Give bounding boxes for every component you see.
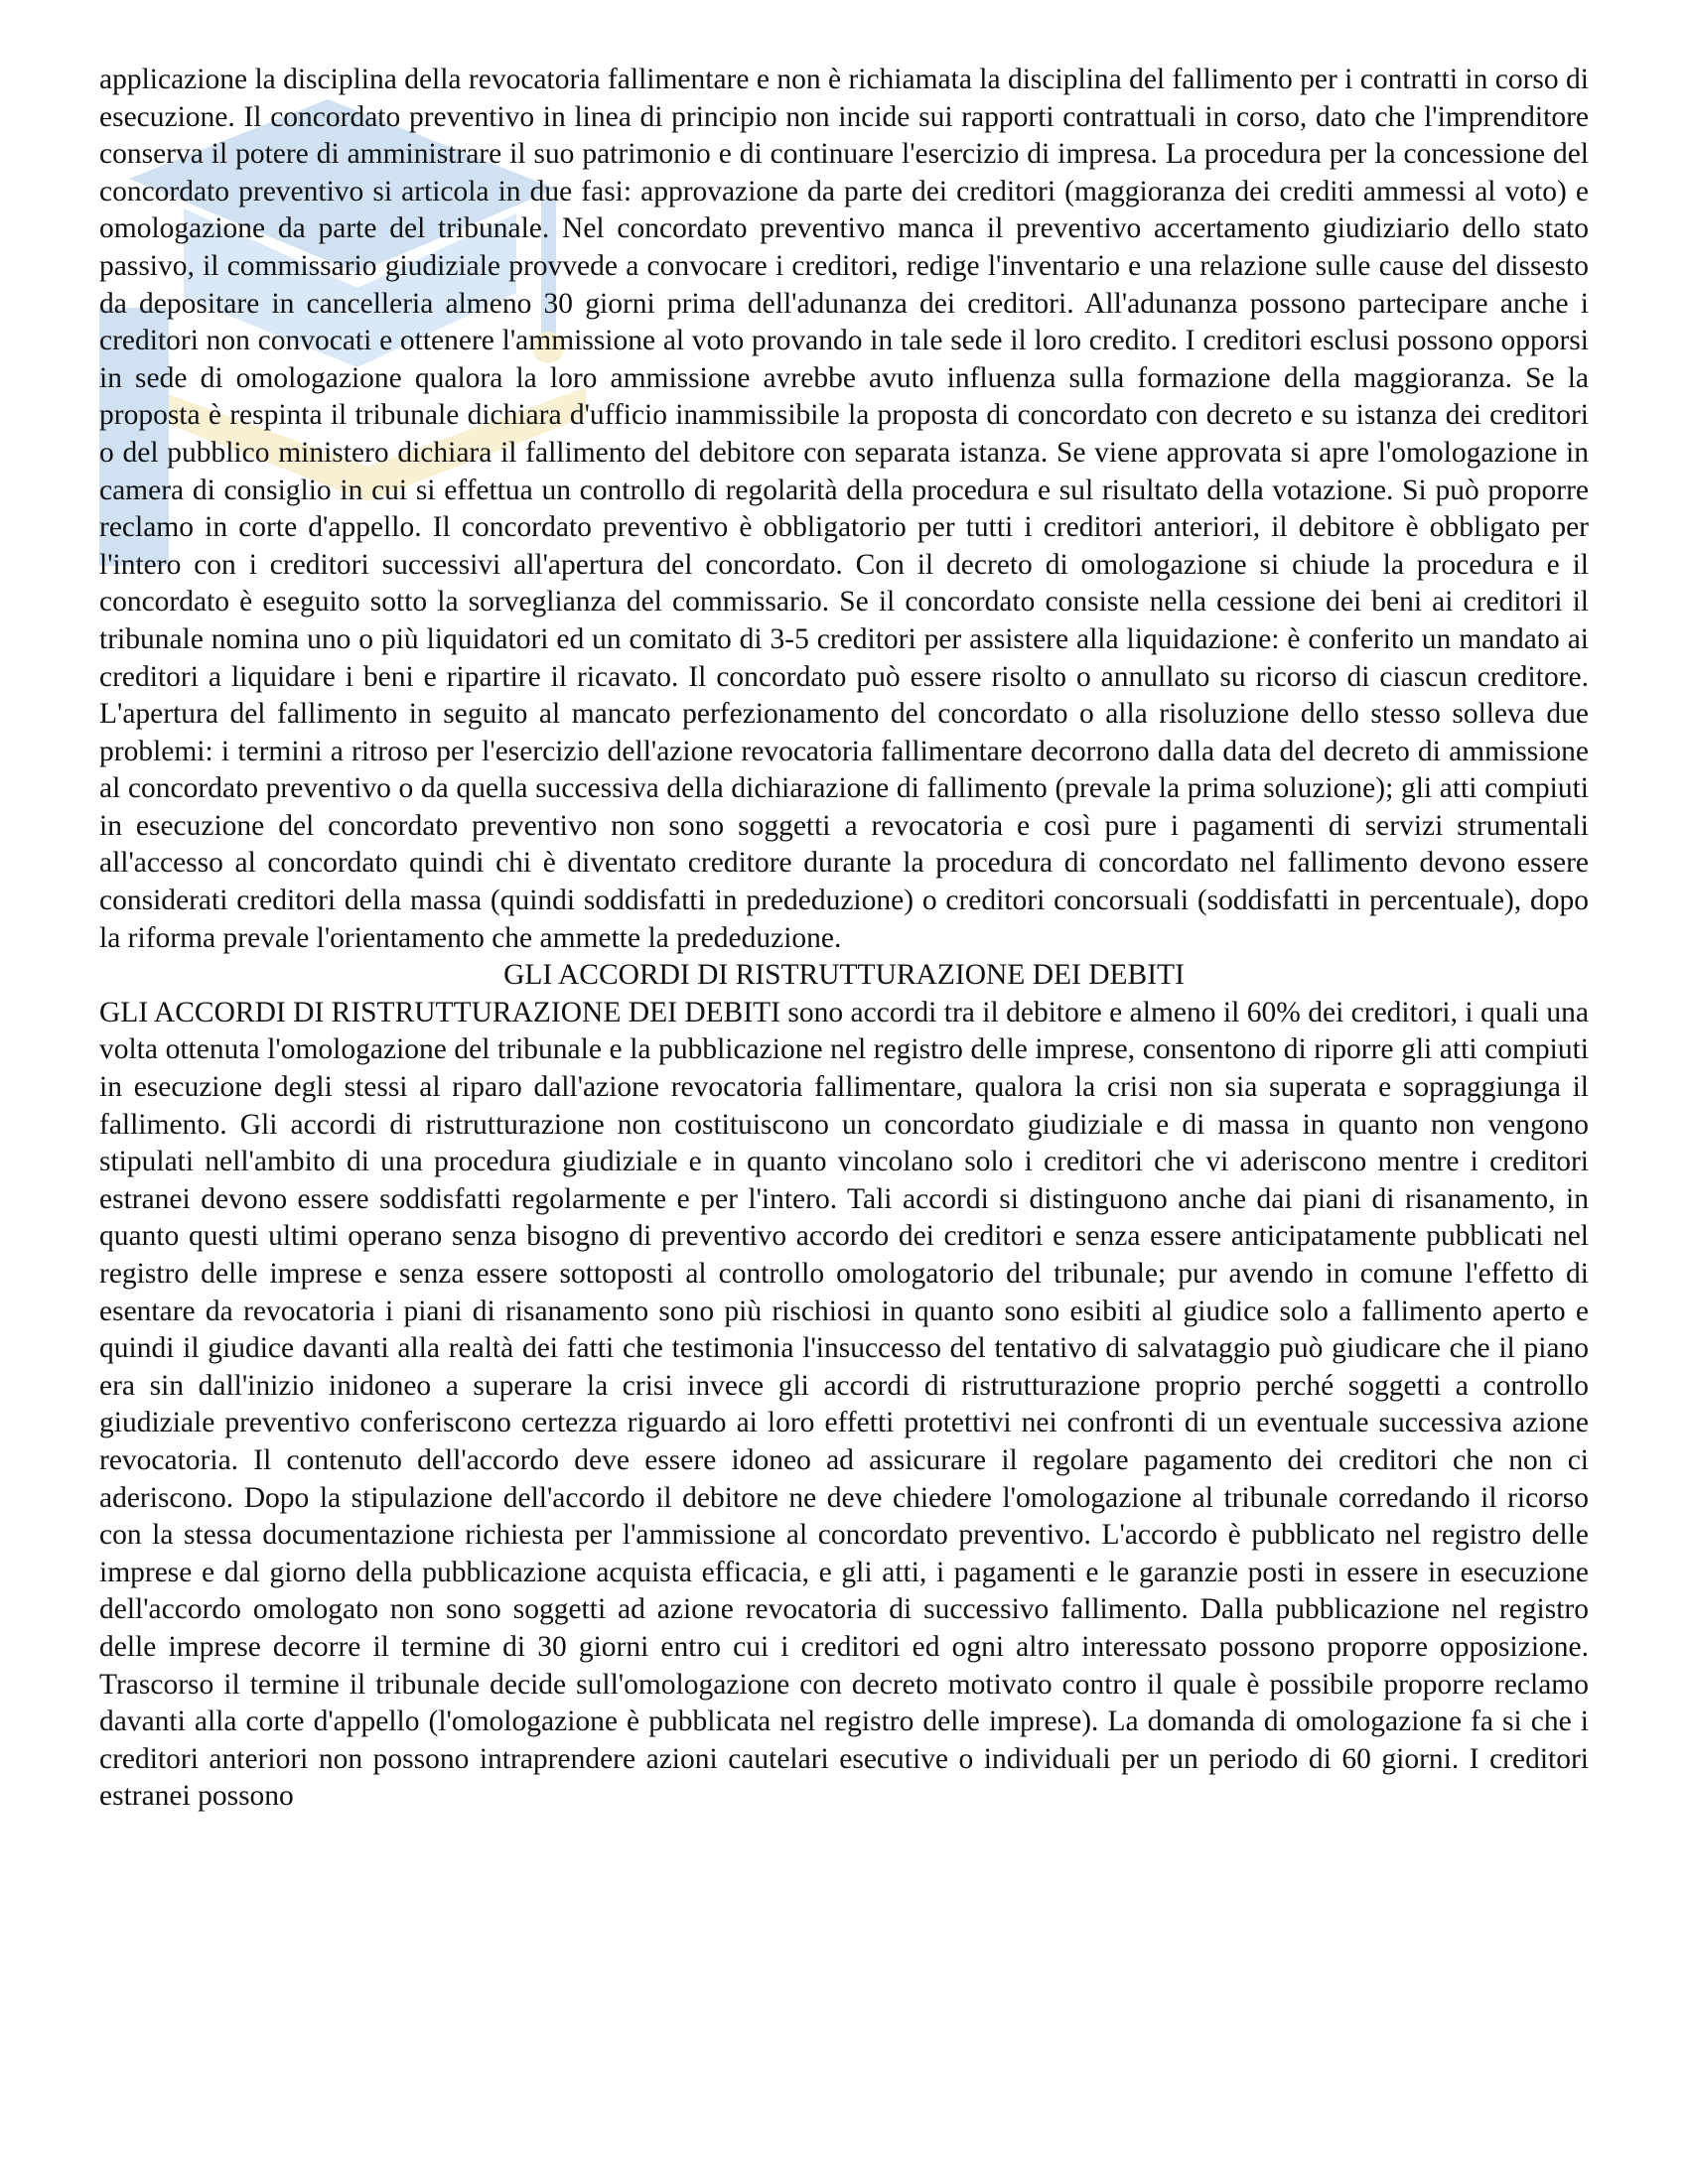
body-paragraph-concordato: applicazione la disciplina della revocatoria fallimentare e non è richiamata la disciplina del fallimento per i contratti in corso di esecuzione. Il concordato preventivo in linea di principio non incide sui rapporti contrattuali in corso, dato che l'imprenditore conserva il potere di amministrare il suo patrimonio e di continuare l'esercizio di impresa. La procedura per la concessione del concordato preventivo si articola in due fasi: approvazione da parte dei creditori (maggioranza dei crediti ammessi al voto) e omologazione da parte del tribunale. Nel concordato preventivo manca il preventivo accertamento giudiziario dello stato passivo, il commissario giudiziale provvede a convocare i creditori, redige l'inventario e una relazione sulle cause del dissesto da depositare in cancelleria almeno 30 giorni prima dell'adunanza dei creditori. All'adunanza possono partecipare anche i creditori non convocati e ottenere l'ammissione al voto provando in tale sede il loro credito. I creditori esclusi possono opporsi in sede di omologazione qualora la loro ammissione avrebbe avuto influenza sulla formazione della maggioranza. Se la proposta è respinta il tribunale dichiara d'ufficio inammissibile la proposta di concordato con decreto e su istanza dei creditori o del pubblico ministero dichiara il fallimento del debitore con separata istanza. Se viene approvata si apre l'omologazione in camera di consiglio in cui si effettua un controllo di regolarità della procedura e sul risultato della votazione. Si può proporre reclamo in corte d'appello. Il concordato preventivo è obbligatorio per tutti i creditori anteriori, il debitore è obbligato per l'intero con i creditori successivi all'apertura del concordato. Con il decreto di omologazione si chiude la procedura e il concordato è eseguito sotto la sorveglianza del commissario. Se il concordato consiste nella cessione dei beni ai creditori il tribunale nomina uno o più liquidatori ed un comitato di 3-5 creditori per assistere alla liquidazione: è conferito un mandato ai creditori a liquidare i beni e ripartire il ricavato. Il concordato può essere risolto o annullato su ricorso di ciascun creditore. L'apertura del fallimento in seguito al mancato perfezionamento del concordato o alla risoluzione dello stesso solleva due problemi: i termini a ritroso per l'esercizio dell'azione revocatoria fallimentare decorrono dalla data del decreto di ammissione al concordato preventivo o da quella successiva della dichiarazione di fallimento (prevale la prima soluzione); gli atti compiuti in esecuzione del concordato preventivo non sono soggetti a revocatoria e così pure i pagamenti di servizi strumentali all'accesso al concordato quindi chi è diventato creditore durante la procedura di concordato nel fallimento devono essere considerati creditori della massa (quindi soddisfatti in prededuzione) o creditori concorsuali (soddisfatti in percentuale), dopo la riforma prevale l'orientamento che ammette la prededuzione. xyxy=(99,64,1589,954)
section-heading: GLI ACCORDI DI RISTRUTTURAZIONE DEI DEBITI xyxy=(503,959,1185,992)
document-body xyxy=(99,62,1589,1816)
body-paragraph-accordi: GLI ACCORDI DI RISTRUTTURAZIONE DEI DEBITI sono accordi tra il debitore e almeno il 60% dei creditori, i quali una volta ottenuta l'omologazione del tribunale e la pubblicazione nel registro delle imprese, consentono di riporre gli atti compiuti in esecuzione degli stessi al riparo dall'azione revocatoria fallimentare, qualora la crisi non sia superata e sopraggiunga il fallimento. Gli accordi di ristrutturazione non costituiscono un concordato giudiziale e di massa in quanto non vengono stipulati nell'ambito di una procedura giudiziale e in quanto vincolano solo i creditori che vi aderiscono mentre i creditori estranei devono essere soddisfatti regolarmente e per l'intero. Tali accordi si distinguono anche dai piani di risanamento, in quanto questi ultimi operano senza bisogno di preventivo accordo dei creditori e senza essere anticipatamente pubblicati nel registro delle imprese e senza essere sottoposti al controllo omologatorio del tribunale; pur avendo in comune l'effetto di esentare da revocatoria i piani di risanamento sono più rischiosi in quanto sono esibiti al giudice solo a fallimento aperto e quindi il giudice davanti alla realtà dei fatti che testimonia l'insuccesso del tentativo di salvataggio può giudicare che il piano era sin dall'inizio inidoneo a superare la crisi invece gli accordi di ristrutturazione proprio perché soggetti a controllo giudiziale preventivo conferiscono certezza riguardo ai loro effetti protettivi nei confronti di un eventuale successiva azione revocatoria. Il contenuto dell'accordo deve essere idoneo ad assicurare il regolare pagamento dei creditori che non ci aderiscono. Dopo la stipulazione dell'accordo il debitore ne deve chiedere l'omologazione al tribunale corredando il ricorso con la stessa documentazione richiesta per l'ammissione al concordato preventivo. L'accordo è pubblicato nel registro delle imprese e dal giorno della pubblicazione acquista efficacia, e gli atti, i pagamenti e le garanzie posti in essere in esecuzione dell'accordo omologato non sono soggetti ad azione revocatoria di successivo fallimento. Dalla pubblicazione nel registro delle imprese decorre il termine di 30 giorni entro cui i creditori ed ogni altro interessato possono proporre opposizione. Trascorso il termine il tribunale decide sull'omologazione con decreto motivato contro il quale è possibile proporre reclamo davanti alla corte d'appello (l'omologazione è pubblicata nel registro delle imprese). La domanda di omologazione fa si che i creditori anteriori non possono intraprendere azioni cautelari esecutive o individuali per un periodo di 60 giorni. I creditori estranei possono xyxy=(99,996,1589,1813)
